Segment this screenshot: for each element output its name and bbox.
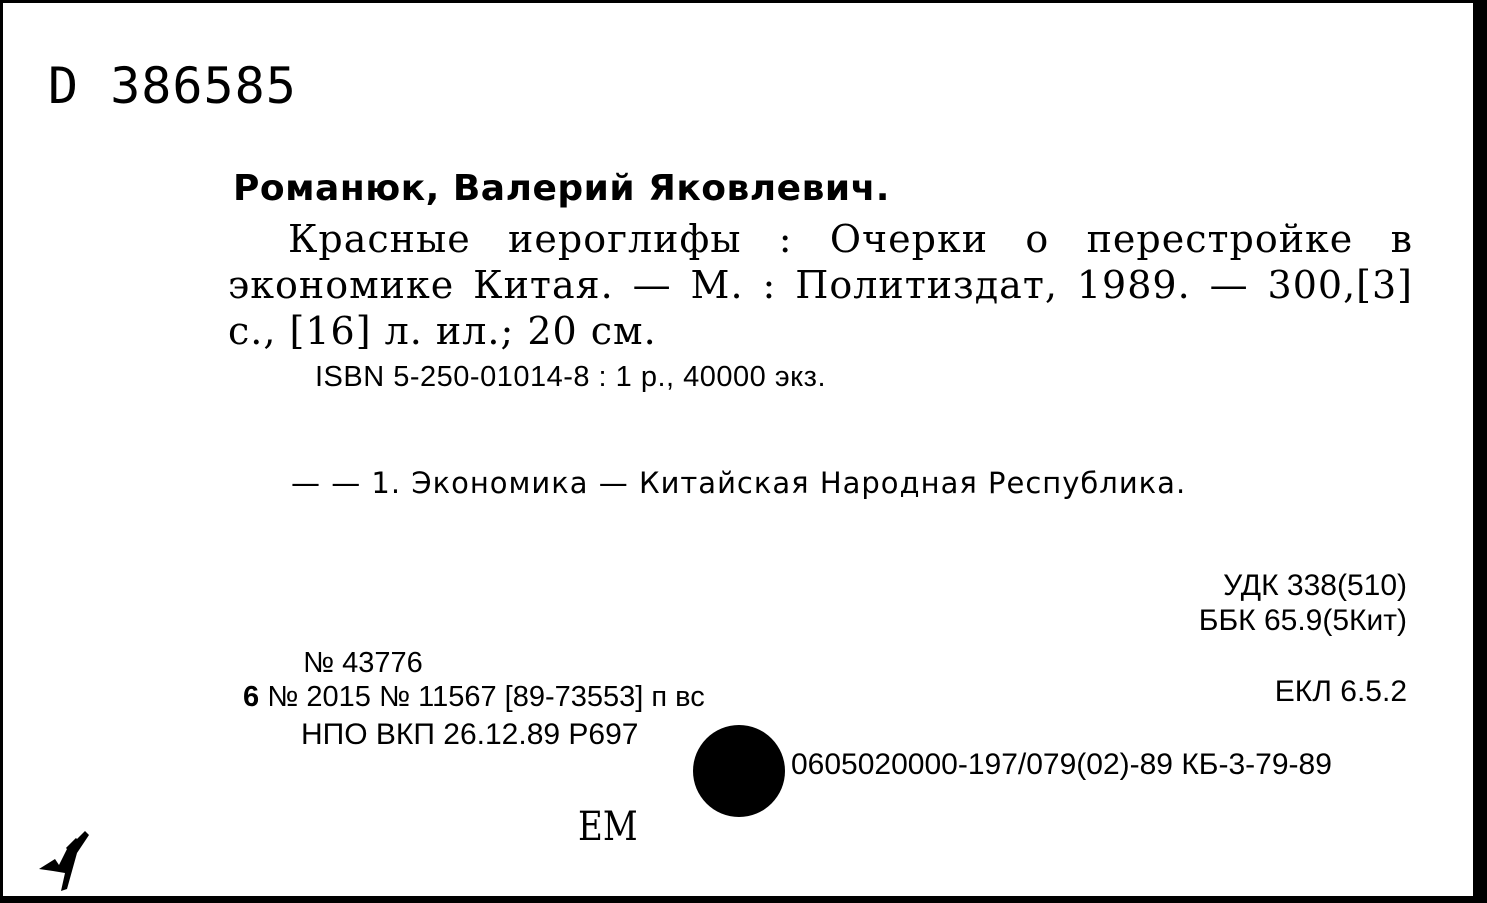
- classification-code: 0605020000-197/079(02)-89 КБ-3-79-89: [791, 748, 1332, 781]
- print-details: № 2015 № 11567 [89-73553] п вс: [267, 681, 705, 713]
- punch-hole-icon: [693, 725, 785, 817]
- title-description: Красные иероглифы : Очерки о перестройке в экономике Китая. — М. : Политиздат, 1989. — 300,[3] с., [16] л. ил.; 20 см.: [228, 217, 1413, 353]
- isbn-line: ISBN 5-250-01014-8 : 1 р., 40000 экз.: [315, 361, 827, 393]
- call-number: D 386585: [48, 57, 297, 115]
- udc-code: УДК 338(510): [1223, 569, 1407, 602]
- subject-line: — — 1. Экономика — Китайская Народная Республика.: [291, 466, 1187, 500]
- bbk-code: ББК 65.9(5Кит): [1198, 604, 1407, 637]
- ekl-code: ЕКЛ 6.5.2: [1274, 675, 1407, 708]
- author-heading: Романюк, Валерий Яковлевич.: [233, 168, 890, 209]
- handwritten-check-icon: [37, 829, 97, 899]
- em-stamp: ЕМ: [578, 804, 638, 850]
- order-number: № 43776: [303, 647, 423, 679]
- print-prefix: 6: [243, 681, 260, 713]
- print-line: [243, 683, 705, 712]
- npo-line: НПО ВКП 26.12.89 Р697: [301, 718, 639, 751]
- catalog-card: [3, 3, 1481, 896]
